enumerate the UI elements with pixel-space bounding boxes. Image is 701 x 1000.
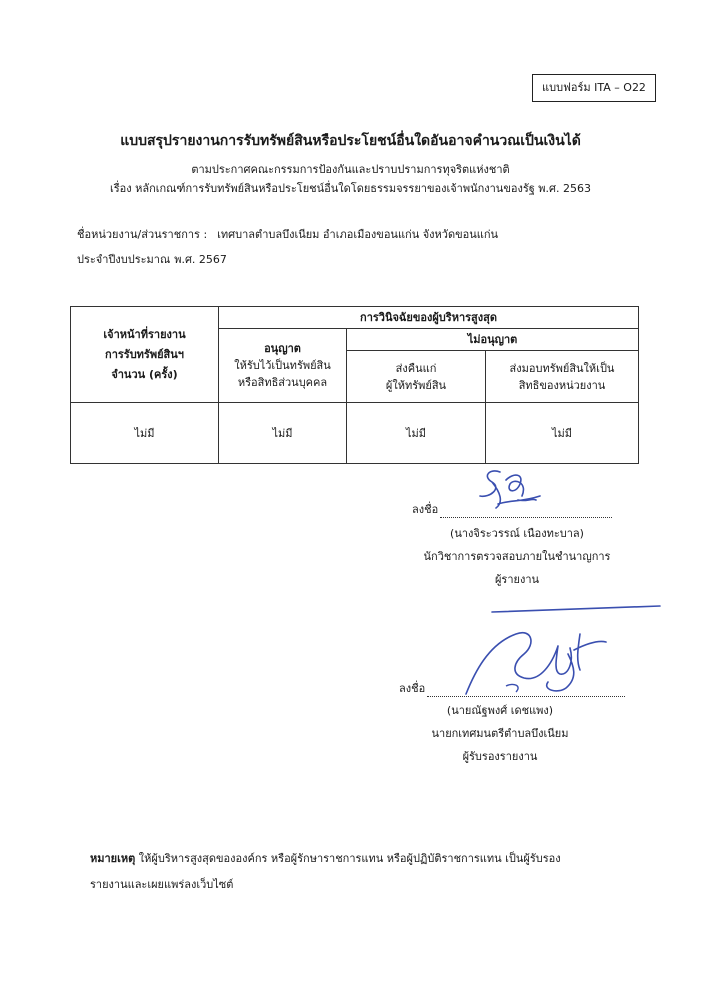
subtitle-announcement: ตามประกาศคณะกรรมการป้องกันและปราบปรามการทุจริตแห่งชาติ [191, 163, 510, 176]
certifier-position: นายกเทศมนตรีตำบลบึงเนียม [431, 727, 569, 740]
officer-header-cell [71, 307, 219, 403]
signature-dotted-line [440, 503, 612, 518]
document-title: แบบสรุปรายงานการรับทรัพย์สินหรือประโยชน์อื่นใดอันอาจคำนวณเป็นเงินได้ [120, 133, 581, 149]
transfer-cell [486, 351, 639, 403]
reporter-sign-line [412, 500, 612, 518]
officer-header-line: การรับทรัพย์สินฯ [105, 347, 184, 361]
reporter-block [402, 522, 632, 591]
return-cell [347, 351, 486, 403]
reporter-role: ผู้รายงาน [494, 573, 540, 586]
fiscal-value: พ.ศ. 2567 [174, 253, 227, 266]
table-cell: ไม่มี [347, 403, 486, 464]
approve-cell [219, 329, 347, 403]
certifier-name: (นายณัฐพงศ์ เดชแพง) [446, 704, 554, 717]
agency-line [77, 225, 498, 243]
decision-header-cell: การวินิจฉัยของผู้บริหารสูงสุด [219, 307, 639, 329]
officer-header-line: จำนวน (ครั้ง) [111, 367, 178, 381]
subtitle-subject: เรื่อง หลักเกณฑ์การรับทรัพย์สินหรือประโยชน์อื่นใดโดยธรรมจรรยาของเจ้าพนักงานของรัฐ พ.ศ. 2563 [109, 182, 592, 195]
agency-label: ชื่อหน่วยงาน/ส่วนราชการ : [77, 228, 208, 241]
reporter-name: (นางจิระวรรณ์ เนืองทะบาล) [450, 527, 584, 540]
sign-label: ลงชื่อ [399, 682, 426, 695]
officer-header-line: เจ้าหน้าที่รายงาน [103, 327, 186, 341]
signature-dotted-line [427, 682, 625, 697]
note-text-continued: รายงานและเผยแพร่ลงเว็บไซต์ [90, 878, 234, 891]
sign-label: ลงชื่อ [412, 503, 439, 516]
table-cell: ไม่มี [486, 403, 639, 464]
return-sub-line: ผู้ให้ทรัพย์สิน [385, 378, 447, 392]
reporter-position: นักวิชาการตรวจสอบภายในชำนาญการ [423, 550, 611, 563]
deny-header-cell: ไม่อนุญาต [347, 329, 639, 351]
agency-value: เทศบาลตำบลบึงเนียม อำเภอเมืองขอนแก่น จังหวัดขอนแก่น [217, 228, 499, 241]
note-text: ให้ผู้บริหารสูงสุดขององค์กร หรือผู้รักษาราชการแทน หรือผู้ปฏิบัติราชการแทน เป็นผู้รับรอง [138, 852, 561, 865]
transfer-sub-line: ส่งมอบทรัพย์สินให้เป็น [509, 361, 615, 375]
certifier-block [380, 699, 620, 768]
footnote [90, 849, 650, 893]
note-label: หมายเหตุ [90, 852, 136, 865]
return-sub-line: ส่งคืนแก่ [395, 361, 437, 375]
table-cell: ไม่มี [71, 403, 219, 464]
report-table [70, 306, 639, 464]
approve-sub-line: ให้รับไว้เป็นทรัพย์สิน [234, 359, 331, 372]
certifier-sign-line [399, 679, 625, 697]
fiscal-year-line [77, 250, 227, 268]
transfer-sub-line: สิทธิของหน่วยงาน [518, 378, 606, 392]
certifier-role: ผู้รับรองรายงาน [462, 750, 538, 763]
table-cell: ไม่มี [219, 403, 347, 464]
fiscal-label: ประจำปีงบประมาณ [77, 253, 171, 266]
approve-sub-line: หรือสิทธิส่วนบุคคล [237, 376, 328, 389]
form-code-box: แบบฟอร์ม ITA – O22 [532, 74, 656, 102]
approve-header: อนุญาต [264, 342, 301, 355]
